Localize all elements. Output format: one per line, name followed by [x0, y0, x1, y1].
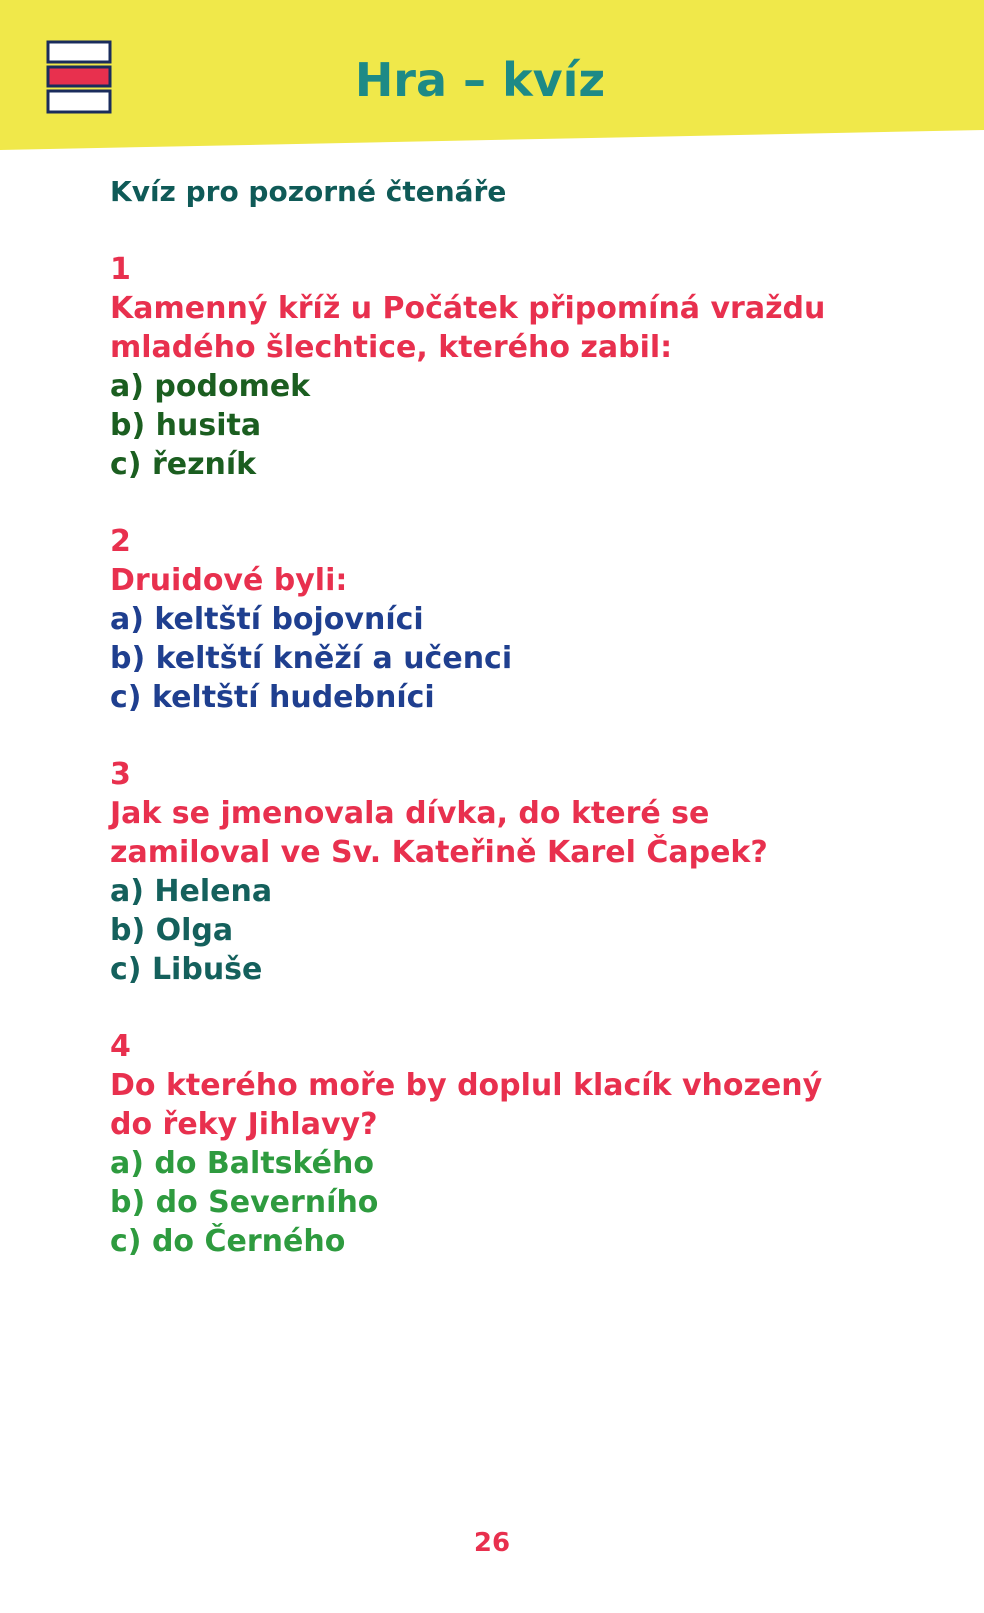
question-text-line: Druidové byli: — [110, 563, 348, 598]
answer-option-a: a) podomek — [110, 369, 311, 404]
question-4 — [110, 1027, 950, 1261]
answer-option-b: b) keltští kněží a učenci — [110, 641, 513, 676]
question-number: 2 — [110, 524, 131, 559]
question-text-line: mladého šlechtice, kterého zabil: — [110, 330, 673, 365]
question-text-line: zamiloval ve Sv. Kateřině Karel Čapek? — [110, 835, 768, 870]
page-title: Hra – kvíz — [354, 53, 606, 107]
question-1 — [110, 250, 950, 484]
answer-option-c: c) do Černého — [110, 1224, 346, 1259]
answer-option-a: a) keltští bojovníci — [110, 602, 424, 637]
answer-option-a: a) Helena — [110, 874, 273, 909]
answer-option-a: a) do Baltského — [110, 1146, 374, 1181]
question-number: 4 — [110, 1029, 131, 1064]
question-text-line: Jak se jmenovala dívka, do které se — [110, 796, 710, 831]
question-text-line: do řeky Jihlavy? — [110, 1107, 378, 1142]
answer-option-c: c) řezník — [110, 447, 257, 482]
question-number: 3 — [110, 757, 131, 792]
answer-option-b: b) do Severního — [110, 1185, 379, 1220]
answer-option-b: b) husita — [110, 408, 262, 443]
quiz-subtitle: Kvíz pro pozorné čtenáře — [110, 175, 507, 208]
page-header — [0, 0, 984, 152]
answer-option-c: c) Libuše — [110, 952, 263, 987]
quiz-content — [110, 172, 950, 1261]
answer-option-c: c) keltští hudebníci — [110, 680, 435, 715]
question-3 — [110, 755, 950, 989]
question-2 — [110, 522, 950, 717]
page-number: 26 — [473, 1528, 511, 1558]
question-number: 1 — [110, 252, 131, 287]
question-text-line: Do kterého moře by doplul klacík vhozený — [110, 1068, 823, 1103]
answer-option-b: b) Olga — [110, 913, 234, 948]
question-text-line: Kamenný kříž u Počátek připomíná vraždu — [110, 291, 826, 326]
